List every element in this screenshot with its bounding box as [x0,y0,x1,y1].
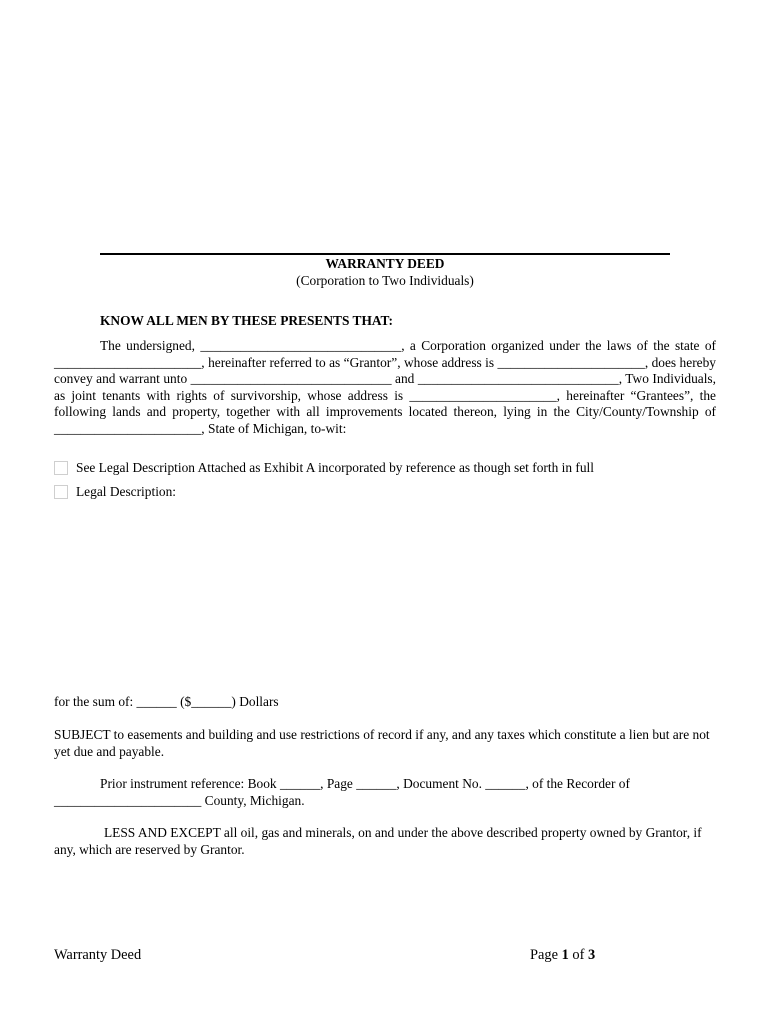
exhibit-a-option[interactable] [54,460,594,477]
header-rule [100,253,670,255]
page-current: 1 [561,947,569,963]
legal-description-checkbox[interactable] [54,485,68,499]
prior-instrument-paragraph [54,776,716,809]
less-except-paragraph [54,825,716,858]
document-subtitle: (Corporation to Two Individuals) [296,273,474,288]
less-except-text: LESS AND EXCEPT all oil, gas and minerals, on and under the above described property owned by Grantor, if any, which are reserved by Grantor. [54,825,702,857]
prior-instrument-text: Prior instrument reference: Book ______, Page ______, Document No. ______, of the Recorder of ______________________ County, Michigan. [54,776,630,808]
legal-description-label: Legal Description: [76,484,177,499]
exhibit-a-checkbox[interactable] [54,461,68,475]
legal-description-option[interactable] [54,484,176,501]
footer-title: Warranty Deed [54,947,142,963]
page-total: 3 [587,947,596,963]
exhibit-a-label: See Legal Description Attached as Exhibit A incorporated by reference as though set forth in full [76,460,594,475]
page-indicator: Page 1 of 3 [530,947,596,963]
intro-heading: KNOW ALL MEN BY THESE PRESENTS THAT: [100,313,393,328]
subject-paragraph: SUBJECT to easements and building and use restrictions of record if any, and any taxes which constitute a lien but are not yet due and payable. [54,727,710,759]
sum-line: for the sum of: ______ ($______) Dollars [54,694,279,709]
grant-paragraph [54,338,716,438]
grant-paragraph-text: The undersigned, ______________________________, a Corporation organized under the laws of the state of ______________________, hereinafter referred to as “Grantor”, whose address is ______________________, does hereby convey and warrant unto ______________________________ and ______________________________, Two Individuals, as joint tenants with rights of survivorship, whose address is ______________________, hereinafter “Grantees”, the following lands and property, together with all improvements located thereon, lying in the City/County/Township of ______________________, State of Michigan, to-wit: [54,338,716,436]
document-title: WARRANTY DEED [325,256,445,271]
